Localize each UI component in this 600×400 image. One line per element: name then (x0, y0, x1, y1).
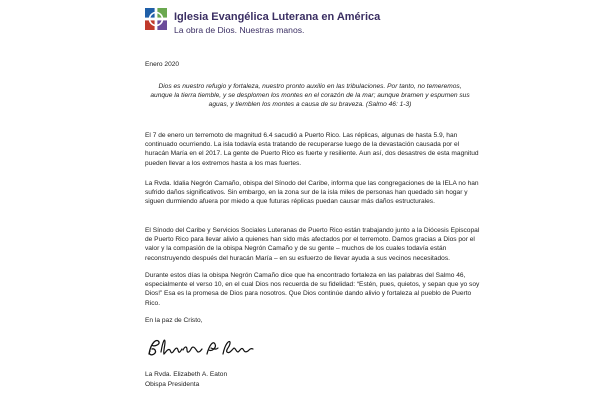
signer-title: Obispa Presidenta (145, 380, 200, 388)
organization-name: Iglesia Evangélica Luterana en América (174, 11, 381, 23)
body-paragraph: El Sínodo del Caribe y Servicios Sociales Luteranas de Puerto Rico están trabajando junto a la Diócesis Episcopal de Puerto Rico para llevar alivio a quienes han sido más afectados por el terremoto. Damos gracias a Dios por el valor y la compasión de la obispa Negrón Camaño y de su gente – muchos de los cuales todavía están reconstruyendo después del huracán María – en su esfuerzo de llevar ayuda a sus vecinos necesitados. (145, 227, 480, 262)
handwritten-signature (145, 332, 255, 362)
signer-name: La Rvda. Elizabeth A. Eaton (145, 371, 228, 378)
organization-tagline: La obra de Dios. Nuestras manos. (174, 25, 305, 35)
body-paragraph: El 7 de enero un terremoto de magnitud 6.4 sacudió a Puerto Rico. Las réplicas, algunas de hasta 5.9, han continuado ocurriendo. La isla todavía esta tratando de recuperarse luego de la devastación causada por el huracán María en el 2017. La gente de Puerto Rico es fuerte y resiliente. Aun así, dos desastres de esta magnitud pueden llevar a los extremos hasta a los mas fuertes. (145, 132, 479, 167)
closing-salutation: En la paz de Cristo, (145, 317, 203, 324)
letterhead (145, 8, 445, 42)
body-paragraph: Durante estos días la obispa Negrón Camaño dice que ha encontrado fortaleza en las palabras del Salmo 46, especialmente el verso 10, en el cual Dios nos recuerda de su fidelidad: “Estén, pues, quietos, y sepan que yo soy Dios!” Esa es la promesa de Dios para nosotros. Que Dios continúe dando alivio y fortaleza al pueblo de Puerto Rico. (145, 272, 480, 307)
signer-block (145, 370, 480, 390)
body-paragraph: La Rvda. Idalia Negrón Camaño, obispa del Sínodo del Caribe, informa que las congregaciones de la IELA no han sufrido daños significativos. Sin embargo, en la zona sur de la isla miles de personas han quedado sin hogar y siguen durmiendo afuera por miedo a que futuras réplicas puedan causar más daños estructurales. (145, 180, 479, 206)
scripture-quote: Dios es nuestro refugio y fortaleza, nuestro pronto auxilio en las tribulaciones. Por tanto, no temeremos, aunque la tierra tiemble, y se desplomen los montes en el corazón de la mar; aunque bramen y espumen sus aguas, y tiemblen los montes a causa de su braveza. (Salmo 46: 1-3) (150, 83, 470, 109)
letter-date: Enero 2020 (145, 61, 180, 68)
elca-cross-logo-icon (145, 8, 167, 30)
